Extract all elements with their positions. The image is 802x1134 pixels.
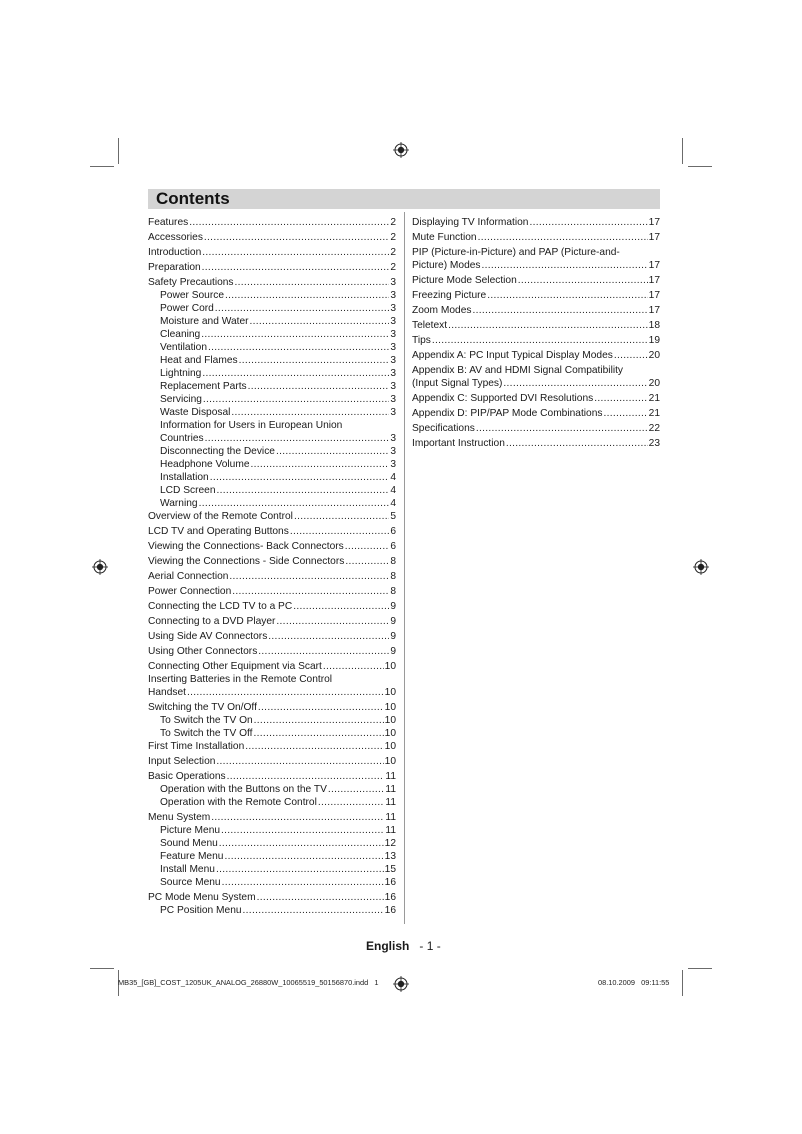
toc-entry[interactable] [148,824,396,837]
toc-dot-leader [345,555,389,568]
toc-entry-page: 3 [390,355,396,366]
toc-dot-leader [250,315,390,328]
toc-dot-leader [201,328,389,341]
crop-mark [682,138,683,164]
toc-dot-leader [235,276,390,289]
toc-entry-label: PC Mode Menu System [148,892,256,903]
toc-dot-leader [216,863,384,876]
toc-entry[interactable] [148,630,396,643]
page-footer [366,938,441,954]
toc-entry-label: Cleaning [160,329,201,340]
toc-dot-leader [614,349,648,362]
toc-dot-leader [243,904,384,917]
toc-entry-label: Appendix A: PC Input Typical Display Modes [412,350,613,361]
toc-entry-label: Introduction [148,247,202,258]
toc-entry[interactable] [148,276,396,289]
registration-mark-icon [92,559,108,575]
toc-entry-label: Disconnecting the Device [160,446,275,457]
toc-entry-label: Menu System [148,812,211,823]
toc-left-column [148,216,396,917]
toc-entry[interactable] [412,246,660,272]
toc-entry[interactable] [148,302,396,315]
toc-entry-label: To Switch the TV On [160,715,253,726]
toc-entry-label: Source Menu [160,877,221,888]
toc-entry-page: 3 [390,316,396,327]
toc-entry-label: Installation [160,472,209,483]
toc-entry-page: 3 [390,433,396,444]
toc-entry[interactable] [148,837,396,850]
toc-entry-label: Servicing [160,394,202,405]
registration-mark-icon [693,559,709,575]
toc-entry-page: 11 [385,771,396,782]
toc-entry-page: 10 [384,715,396,726]
toc-entry-label: Freezing Picture [412,290,487,301]
toc-entry-page: 16 [384,905,396,916]
toc-entry-label: Aerial Connection [148,571,229,582]
toc-entry-page: 22 [648,423,660,434]
toc-entry[interactable] [148,341,396,354]
toc-dot-leader [476,422,648,435]
toc-entry-page: 18 [648,320,660,331]
toc-dot-leader [202,246,389,259]
toc-dot-leader [187,686,384,699]
toc-entry-label: Picture Mode Selection [412,275,517,286]
toc-entry-page: 17 [648,305,660,316]
toc-entry-label: Displaying TV Information [412,217,529,228]
toc-entry-page: 2 [390,217,396,228]
column-divider [404,212,405,924]
toc-entry[interactable] [148,261,396,274]
toc-dot-leader [202,367,389,380]
toc-entry-page: 9 [390,616,396,627]
toc-entry-label: Sound Menu [160,838,218,849]
toc-dot-leader [205,432,390,445]
toc-entry-page: 3 [390,277,396,288]
toc-entry-label: Heat and Flames [160,355,238,366]
toc-entry[interactable] [148,419,396,445]
page-title: Contents [156,189,230,208]
toc-entry[interactable] [148,811,396,824]
toc-dot-leader [208,341,389,354]
toc-entry-label: Basic Operations [148,771,226,782]
toc-entry-page: 3 [390,446,396,457]
toc-entry-page: 11 [385,784,396,795]
toc-right-column [412,216,660,450]
toc-entry-label: Lightning [160,368,202,379]
toc-entry-label: Safety Precautions [148,277,234,288]
toc-dot-leader [231,406,389,419]
toc-entry[interactable] [148,445,396,458]
toc-dot-leader [199,497,390,510]
toc-entry-label: Tips [412,335,431,346]
toc-dot-leader [245,740,383,753]
footer-language: English [366,939,410,953]
toc-entry[interactable] [412,319,660,332]
toc-entry-page: 10 [384,661,396,672]
toc-entry-label: Handset [148,687,186,698]
toc-entry-label: Power Connection [148,586,232,597]
toc-entry-page: 16 [384,877,396,888]
toc-entry[interactable] [148,525,396,538]
toc-entry[interactable] [148,585,396,598]
toc-entry-label: Important Instruction [412,438,505,449]
toc-entry-page: 10 [384,702,396,713]
toc-entry-label: Teletext [412,320,448,331]
crop-mark [90,166,114,167]
toc-entry[interactable] [412,304,660,317]
toc-entry[interactable] [412,392,660,405]
toc-entry[interactable] [148,645,396,658]
toc-entry[interactable] [148,246,396,259]
toc-entry-label: Connecting to a DVD Player [148,616,276,627]
registration-mark-icon [393,976,409,992]
toc-entry-label: Power Source [160,290,224,301]
toc-entry[interactable] [148,863,396,876]
toc-entry[interactable] [148,497,396,510]
toc-dot-leader [239,354,390,367]
toc-entry-label: Picture Menu [160,825,221,836]
toc-entry-page: 8 [390,571,396,582]
toc-entry-page: 3 [390,459,396,470]
toc-entry[interactable] [148,904,396,917]
toc-dot-leader [276,615,389,628]
toc-dot-leader [323,660,384,673]
toc-entry[interactable] [148,673,396,699]
toc-dot-leader [594,392,647,405]
toc-entry[interactable] [148,850,396,863]
print-slug-file [118,978,379,988]
crop-mark [118,138,119,164]
toc-entry-page: 4 [390,485,396,496]
toc-dot-leader [448,319,648,332]
toc-entry[interactable] [148,600,396,613]
print-slug-date [598,978,669,988]
toc-entry-page: 3 [390,342,396,353]
toc-entry-label: LCD Screen [160,485,216,496]
toc-dot-leader [294,510,389,523]
toc-entry-page: 3 [390,368,396,379]
toc-dot-leader [254,714,384,727]
toc-entry-label: Accessories [148,232,203,243]
toc-dot-leader [216,755,383,768]
toc-entry-label: Appendix C: Supported DVI Resolutions [412,393,594,404]
toc-dot-leader [257,891,384,904]
toc-entry-label: Viewing the Connections - Side Connectors [148,556,345,567]
toc-entry[interactable] [148,701,396,714]
toc-entry-label: Appendix D: PIP/PAP Mode Combinations [412,408,603,419]
toc-entry[interactable] [148,770,396,783]
toc-dot-leader [258,645,389,658]
toc-entry-label: (Input Signal Types) [412,378,503,389]
toc-dot-leader [202,261,390,274]
toc-dot-leader [229,570,389,583]
toc-entry-label: Using Other Connectors [148,646,258,657]
toc-dot-leader [345,540,390,553]
toc-entry-label: First Time Installation [148,741,245,752]
toc-entry[interactable] [148,484,396,497]
crop-mark [688,968,712,969]
toc-entry-page: 3 [390,394,396,405]
toc-entry[interactable] [148,354,396,367]
toc-entry[interactable] [148,796,396,809]
toc-dot-leader [482,259,648,272]
toc-entry-page: 13 [384,851,396,862]
toc-entry-page: 4 [390,472,396,483]
toc-entry-label: PC Position Menu [160,905,242,916]
toc-entry-page: 6 [390,526,396,537]
toc-entry-label: Replacement Parts [160,381,247,392]
toc-entry[interactable] [412,437,660,450]
toc-entry-label: Features [148,217,189,228]
toc-dot-leader [210,471,390,484]
toc-entry-label: Using Side AV Connectors [148,631,268,642]
toc-entry[interactable] [148,393,396,406]
toc-entry-label: Operation with the Buttons on the TV [160,784,327,795]
toc-entry-label: To Switch the TV Off [160,728,253,739]
toc-entry-label: LCD TV and Operating Buttons [148,526,289,537]
toc-dot-leader [290,525,390,538]
toc-entry-label: Information for Users in European Union [160,420,343,431]
toc-entry-label: Zoom Modes [412,305,472,316]
toc-entry[interactable] [148,380,396,393]
toc-entry-label: Headphone Volume [160,459,250,470]
toc-entry[interactable] [148,555,396,568]
toc-entry-page: 9 [390,631,396,642]
toc-entry[interactable] [148,216,396,229]
toc-entry-page: 10 [384,756,396,767]
toc-entry-label: Overview of the Remote Control [148,511,293,522]
toc-entry[interactable] [148,540,396,553]
toc-entry-page: 9 [390,601,396,612]
toc-entry[interactable] [148,714,396,727]
slug-time: 09:11:55 [641,978,670,987]
toc-entry-page: 3 [390,329,396,340]
toc-entry-label: Operation with the Remote Control [160,797,317,808]
toc-dot-leader [268,630,389,643]
toc-entry[interactable] [148,510,396,523]
toc-entry[interactable] [148,328,396,341]
contents-title-bar [148,189,660,209]
toc-entry[interactable] [148,727,396,740]
toc-entry[interactable] [148,406,396,419]
toc-entry-page: 2 [390,232,396,243]
slug-file-name: MB35_[GB]_COST_1205UK_ANALOG_26880W_10065519_50156870.indd [118,978,369,987]
toc-entry-label: Specifications [412,423,475,434]
toc-entry-page: 10 [384,728,396,739]
toc-entry[interactable] [148,660,396,673]
toc-entry-page: 3 [390,290,396,301]
toc-entry-label: Mute Function [412,232,477,243]
toc-entry-label: Install Menu [160,864,215,875]
toc-entry-page: 23 [648,438,660,449]
toc-entry-label: Switching the TV On/Off [148,702,257,713]
toc-dot-leader [204,231,389,244]
crop-mark [688,166,712,167]
toc-dot-leader [603,407,647,420]
toc-entry-label: Feature Menu [160,851,224,862]
toc-dot-leader [224,850,383,863]
toc-dot-leader [215,302,390,315]
toc-dot-leader [189,216,389,229]
toc-entry-page: 6 [390,541,396,552]
toc-entry-page: 5 [390,511,396,522]
toc-entry[interactable] [148,891,396,904]
toc-dot-leader [219,837,384,850]
crop-mark [90,968,114,969]
toc-entry-page: 16 [384,892,396,903]
toc-entry-page: 3 [390,381,396,392]
toc-dot-leader [217,484,390,497]
toc-entry-page: 9 [390,646,396,657]
toc-entry[interactable] [412,274,660,287]
toc-dot-leader [222,876,384,889]
toc-entry-page: 11 [385,797,396,808]
toc-dot-leader [472,304,647,317]
toc-entry-label: Moisture and Water [160,316,249,327]
toc-entry-page: 2 [390,247,396,258]
toc-entry[interactable] [148,615,396,628]
toc-entry-page: 11 [385,812,396,823]
toc-entry-page: 17 [648,232,660,243]
toc-entry[interactable] [412,349,660,362]
toc-entry[interactable] [412,231,660,244]
toc-entry-label: Picture) Modes [412,260,481,271]
toc-dot-leader [225,289,389,302]
toc-entry-label: Input Selection [148,756,216,767]
toc-dot-leader [506,437,648,450]
toc-entry[interactable] [148,783,396,796]
slug-date: 08.10.2009 [598,978,635,987]
toc-entry-page: 17 [648,290,660,301]
slug-page: 1 [374,978,379,987]
toc-entry-page: 21 [648,393,660,404]
toc-dot-leader [503,377,647,390]
toc-entry[interactable] [148,231,396,244]
toc-entry-page: 10 [384,741,396,752]
crop-mark [682,970,683,996]
toc-dot-leader [328,783,385,796]
toc-entry-page: 10 [384,687,396,698]
toc-entry-label: Warning [160,498,198,509]
toc-entry-page: 2 [390,262,396,273]
toc-entry-page: 3 [390,303,396,314]
toc-entry-page: 17 [648,275,660,286]
toc-entry[interactable] [412,289,660,302]
toc-entry-page: 4 [390,498,396,509]
toc-entry-label: Preparation [148,262,201,273]
toc-dot-leader [221,824,384,837]
toc-entry-page: 17 [648,260,660,271]
toc-entry-page: 11 [385,825,396,836]
toc-entry-page: 20 [648,350,660,361]
toc-dot-leader [258,701,384,714]
toc-entry[interactable] [412,216,660,229]
toc-dot-leader [248,380,390,393]
toc-entry-label: Waste Disposal [160,407,231,418]
toc-entry[interactable] [148,367,396,380]
toc-dot-leader [487,289,647,302]
toc-entry-label: Connecting Other Equipment via Scart [148,661,322,672]
footer-page-number: - 1 - [419,939,441,953]
toc-entry[interactable] [412,407,660,420]
toc-entry[interactable] [148,471,396,484]
toc-entry[interactable] [412,334,660,347]
toc-dot-leader [276,445,389,458]
toc-entry-label: Viewing the Connections- Back Connectors [148,541,344,552]
toc-dot-leader [227,770,385,783]
registration-mark-icon [393,142,409,158]
toc-dot-leader [518,274,648,287]
toc-entry-label: Power Cord [160,303,214,314]
toc-dot-leader [318,796,385,809]
toc-entry-page: 19 [648,335,660,346]
toc-entry-label: PIP (Picture-in-Picture) and PAP (Picture-and- [412,247,620,258]
toc-entry[interactable] [148,458,396,471]
toc-dot-leader [253,727,383,740]
toc-entry[interactable] [412,364,660,390]
toc-entry-page: 3 [390,407,396,418]
toc-dot-leader [478,231,648,244]
toc-entry[interactable] [148,740,396,753]
toc-dot-leader [211,811,384,824]
toc-entry[interactable] [148,755,396,768]
toc-entry[interactable] [148,315,396,328]
toc-dot-leader [251,458,390,471]
toc-entry-page: 17 [648,217,660,228]
toc-entry-label: Countries [160,433,204,444]
toc-entry[interactable] [148,289,396,302]
toc-entry-page: 8 [390,586,396,597]
toc-dot-leader [232,585,389,598]
toc-dot-leader [529,216,647,229]
toc-entry-page: 15 [384,864,396,875]
toc-entry[interactable] [148,570,396,583]
toc-entry-label: Connecting the LCD TV to a PC [148,601,293,612]
toc-entry[interactable] [148,876,396,889]
toc-entry-page: 21 [648,408,660,419]
toc-entry-label: Inserting Batteries in the Remote Control [148,674,333,685]
toc-entry-page: 8 [390,556,396,567]
toc-dot-leader [203,393,389,406]
toc-dot-leader [293,600,389,613]
toc-entry-label: Appendix B: AV and HDMI Signal Compatibility [412,365,624,376]
toc-entry[interactable] [412,422,660,435]
toc-entry-label: Ventilation [160,342,208,353]
toc-entry-page: 12 [384,838,396,849]
toc-entry-page: 20 [648,378,660,389]
toc-dot-leader [432,334,648,347]
